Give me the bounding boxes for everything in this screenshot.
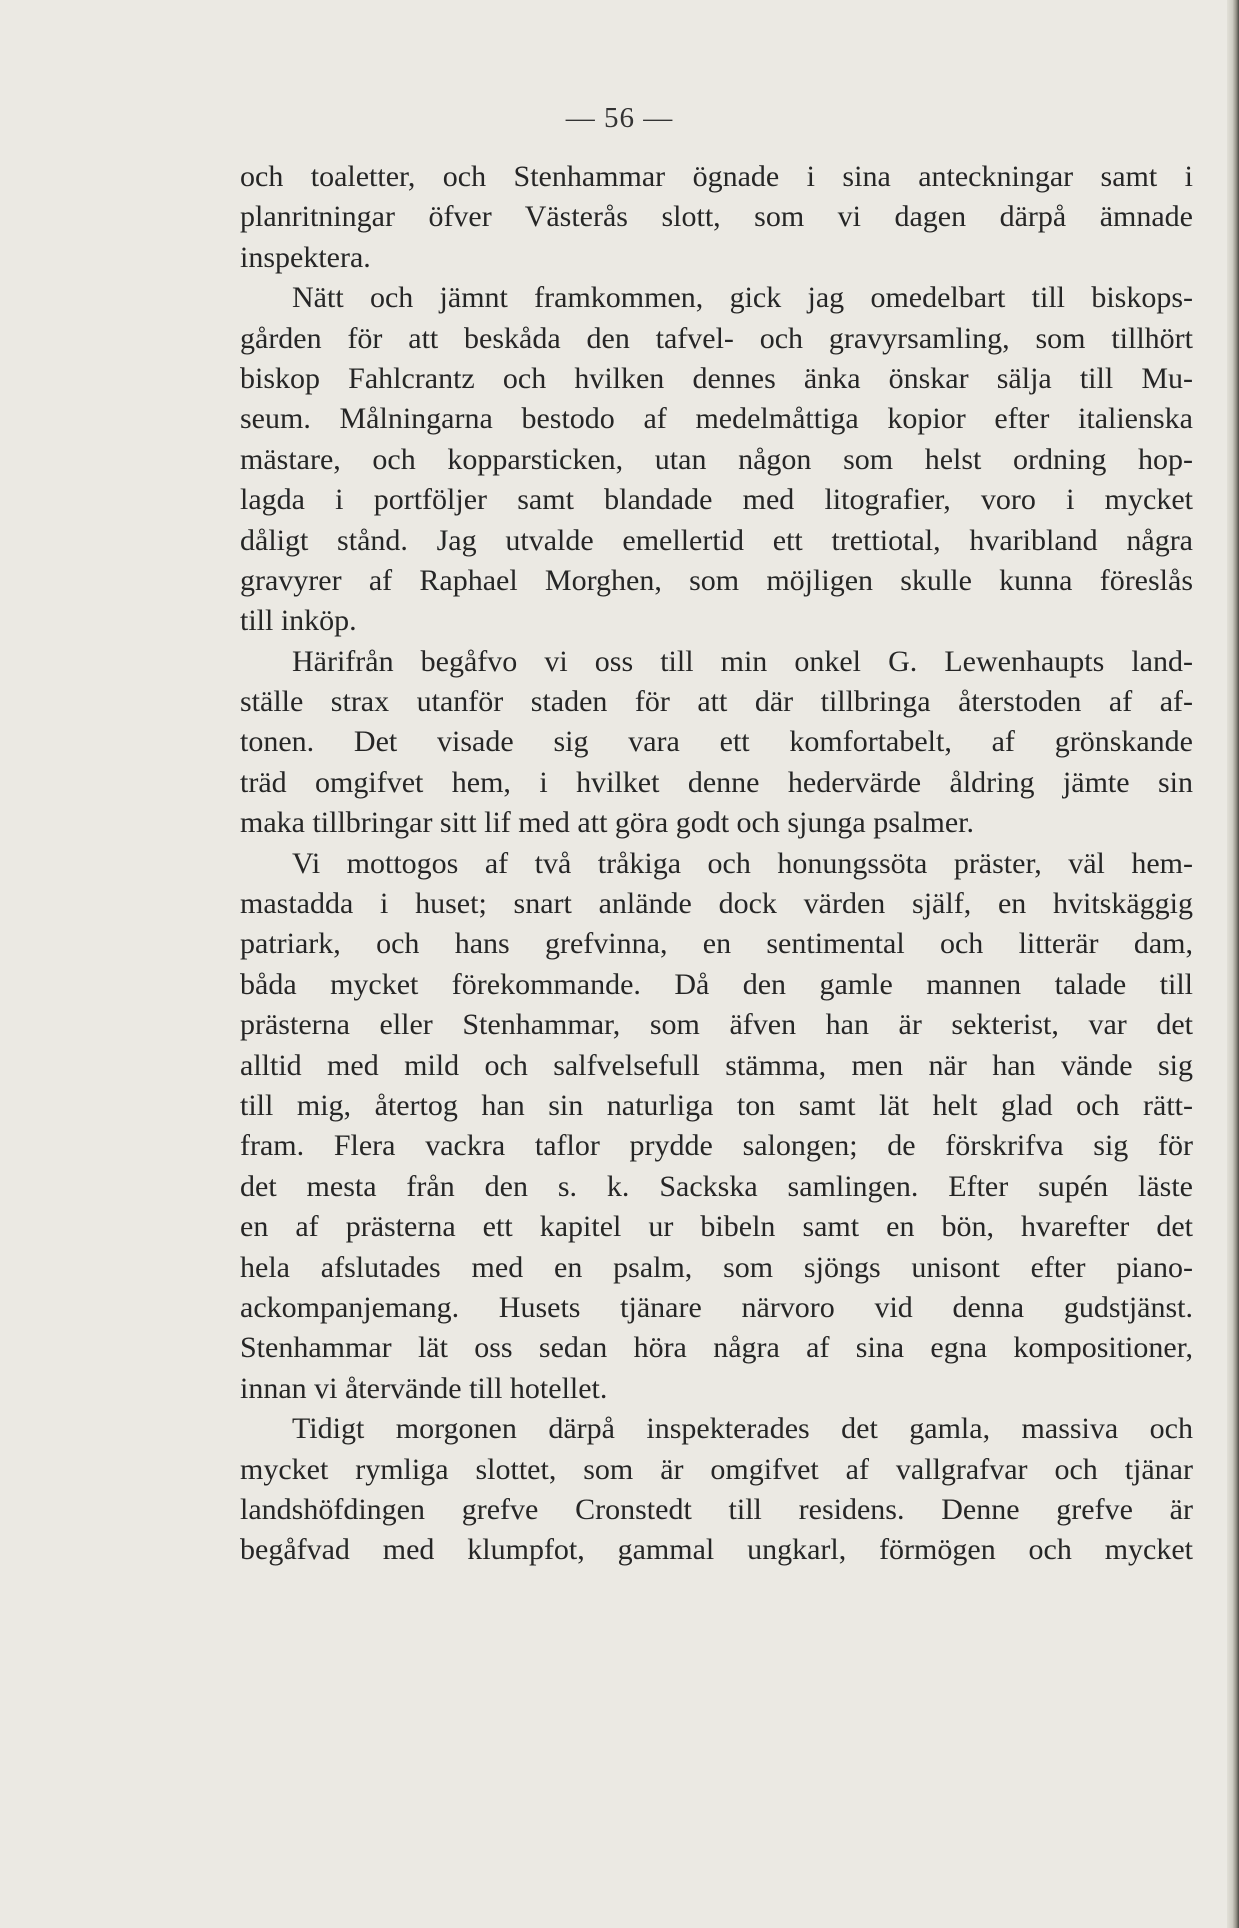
page-number: — 56 —: [565, 102, 674, 134]
body-text: [240, 157, 1193, 1571]
text-line: Nätt och jämnt framkommen, gick jag omedelbart till biskops-: [292, 281, 1193, 315]
text-line: Vi mottogos af två tråkiga och honungssöta präster, väl hem-: [292, 846, 1193, 880]
text-line: fram. Flera vackra taflor prydde salongen; de förskrifva sig för: [240, 1129, 1193, 1163]
text-line: och toaletter, och Stenhammar ögnade i sina anteckningar samt i: [240, 160, 1193, 193]
text-line: alltid med mild och salfvelsefull stämma, men när han vände sig: [240, 1048, 1193, 1082]
text-line: dåligt stånd. Jag utvalde emellertid ett trettiotal, hvaribland några: [240, 523, 1193, 557]
text-line: inspektera.: [240, 240, 371, 274]
text-line: planritningar öfver Västerås slott, som vi dagen därpå ämnade: [240, 200, 1193, 234]
paragraph: [240, 278, 1193, 642]
text-line: båda mycket förekommande. Då den gamle mannen talade till: [240, 967, 1193, 1001]
text-line: ackompanjemang. Husets tjänare närvoro vid denna gudstjänst.: [240, 1290, 1193, 1324]
text-line: biskop Fahlcrantz och hvilken dennes änka önskar sälja till Mu-: [240, 361, 1193, 395]
text-line: gården för att beskåda den tafvel- och gravyrsamling, som tillhört: [240, 321, 1193, 355]
text-line: begåfvad med klumpfot, gammal ungkarl, förmögen och mycket: [240, 1533, 1193, 1567]
text-line: mastadda i huset; snart anlände dock värden själf, en hvitskäggig: [240, 887, 1193, 921]
text-line: landshöfdingen grefve Cronstedt till residens. Denne grefve är: [240, 1492, 1193, 1526]
text-line: träd omgifvet hem, i hvilket denne hedervärde åldring jämte sin: [240, 765, 1193, 799]
text-line: innan vi återvände till hotellet.: [240, 1371, 608, 1405]
text-line: en af prästerna ett kapitel ur bibeln samt en bön, hvarefter det: [240, 1210, 1193, 1244]
text-line: mästare, och kopparsticken, utan någon som helst ordning hop-: [240, 442, 1193, 476]
page-edge-shadow: [1227, 0, 1239, 1928]
text-line: prästerna eller Stenhammar, som äfven han är sekterist, var det: [240, 1008, 1193, 1042]
text-line: patriark, och hans grefvinna, en sentimental och litterär dam,: [240, 927, 1193, 961]
text-line: mycket rymliga slottet, som är omgifvet af vallgrafvar och tjänar: [240, 1452, 1193, 1486]
paragraph: [240, 157, 1193, 278]
text-line: ställe strax utanför staden för att där tillbringa återstoden af af-: [240, 685, 1193, 719]
text-line: till mig, återtog han sin naturliga ton samt lät helt glad och rätt-: [240, 1088, 1193, 1122]
text-line: det mesta från den s. k. Sackska samlingen. Efter supén läste: [240, 1169, 1193, 1203]
paragraph: [240, 1409, 1193, 1571]
text-line: till inköp.: [240, 604, 357, 638]
text-line: maka tillbringar sitt lif med att göra godt och sjunga psalmer.: [240, 806, 975, 840]
text-line: Härifrån begåfvo vi oss till min onkel G. Lewenhaupts land-: [292, 644, 1193, 678]
text-line: Stenhammar lät oss sedan höra några af sina egna kompositioner,: [240, 1331, 1193, 1365]
paragraph: [240, 844, 1193, 1409]
paragraph: [240, 642, 1193, 844]
text-line: seum. Målningarna bestodo af medelmåttiga kopior efter italienska: [240, 402, 1193, 436]
text-line: Tidigt morgonen därpå inspekterades det gamla, massiva och: [292, 1412, 1193, 1446]
text-line: tonen. Det visade sig vara ett komfortabelt, af grönskande: [240, 725, 1193, 759]
text-line: lagda i portföljer samt blandade med litografier, voro i mycket: [240, 483, 1193, 517]
text-line: gravyrer af Raphael Morghen, som möjligen skulle kunna föreslås: [240, 563, 1193, 597]
text-line: hela afslutades med en psalm, som sjöngs unisont efter piano-: [240, 1250, 1193, 1284]
